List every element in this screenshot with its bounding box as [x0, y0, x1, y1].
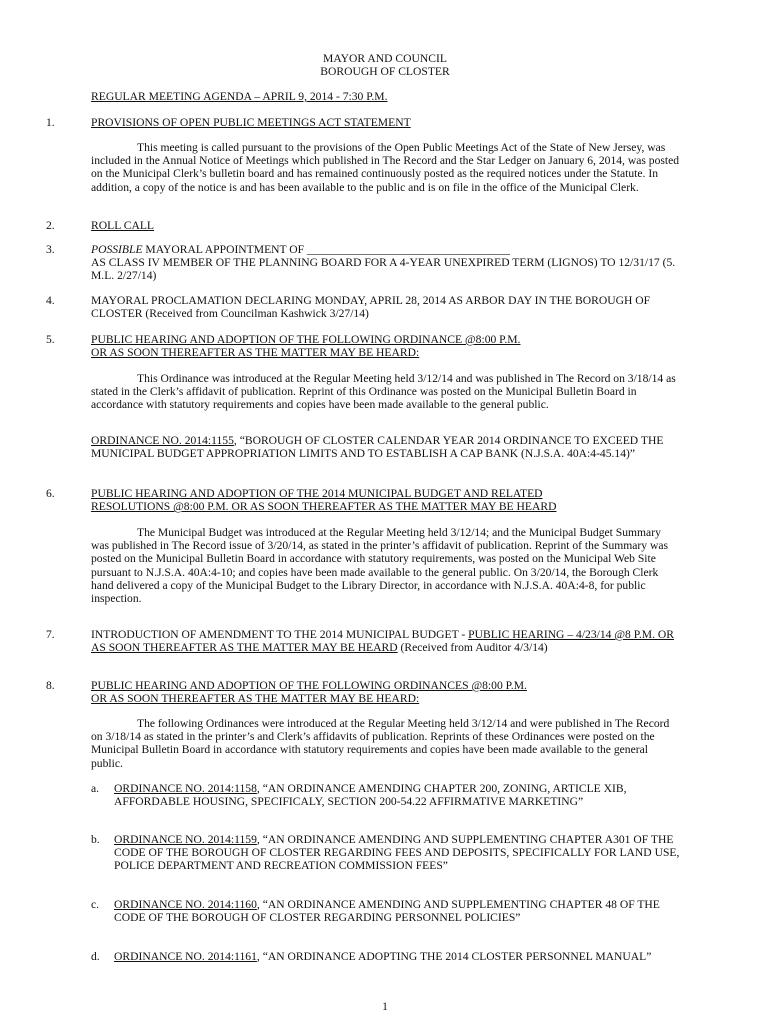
ordinance-title: , “BOROUGH OF CLOSTER CALENDAR YEAR 2014 ORDINANCE TO EXCEED THE MUNICIPAL BUDGET APPROPRIATION LIMITS AND TO ESTABLISH A CAP BANK (N.J.S.A. 40A:4-45.14)”	[91, 434, 664, 461]
sub-item-letter: d.	[91, 950, 100, 963]
ordinance-title: , “AN ORDINANCE AMENDING AND SUPPLEMENTING CHAPTER 48 OF THE CODE OF THE BOROUGH OF CLOSTER REGARDING PERSONNEL POLICIES”	[114, 898, 660, 925]
item-number: 4.	[46, 294, 55, 307]
ordinance-number: ORDINANCE NO. 2014:1160	[114, 898, 257, 911]
ordinance-number: ORDINANCE NO. 2014:1159	[114, 833, 257, 846]
item-7-text-a: INTRODUCTION OF AMENDMENT TO THE 2014 MUNICIPAL BUDGET -	[91, 628, 469, 641]
item-number: 3.	[46, 243, 55, 256]
item-number: 5.	[46, 333, 55, 346]
ordinance-number: ORDINANCE NO. 2014:1155	[91, 434, 234, 447]
item-6-body-text: The Municipal Budget was introduced at the Regular Meeting held 3/12/14; and the Municipal Budget Summary was published in The Record issue of 3/20/14, as stated in the printer’s affidavit of publication. Reprint of the Summary was posted on the Municipal Bulletin Board in accordance with statutory requirements, was posted on the Municipal Web Site pursuant to N.J.S.A. 40A:4-10; and copies have been made available to the general public. On 3/20/14, the Borough Clerk hand delivered a copy of the Municipal Budget to the Library Director, in accordance with N.J.S.A. 40A:4-8, for public inspection.	[91, 526, 669, 606]
item-number: 1.	[46, 116, 55, 129]
sub-item-letter: a.	[91, 782, 100, 795]
item-6-title-line2: RESOLUTIONS @8:00 P.M. OR AS SOON THEREAFTER AS THE MATTER MAY BE HEARD	[91, 500, 557, 514]
page-number: 1	[382, 1000, 388, 1013]
item-7-text-b: (Received from Auditor 4/3/14)	[397, 641, 548, 655]
item-5-title-line2: OR AS SOON THEREAFTER AS THE MATTER MAY BE HEARD:	[91, 346, 420, 360]
item-5-ordinance	[91, 434, 681, 460]
item-8-title-line2: OR AS SOON THEREAFTER AS THE MATTER MAY BE HEARD:	[91, 692, 420, 706]
item-3-text	[91, 243, 681, 283]
sub-item-letter: b.	[91, 833, 100, 846]
item-5-body-text: This Ordinance was introduced at the Regular Meeting held 3/12/14 and was published in The Record on 3/18/14 as stated in the Clerk’s affidavit of publication. Reprint of this Ordinance was posted on the Municipal Bulletin Board in accordance with statutory requirements and copies have been made available to the general public.	[91, 372, 676, 412]
item-7-public-hearing: PUBLIC HEARING – 4/23/14 @8 P.M. OR AS SOON THEREAFTER AS THE MATTER MAY BE HEARD	[91, 628, 674, 655]
header-line-2: BOROUGH OF CLOSTER	[320, 65, 450, 78]
item-8-title-line1: PUBLIC HEARING AND ADOPTION OF THE FOLLOWING ORDINANCES @8:00 P.M.	[91, 679, 527, 692]
sub-item-a	[114, 782, 680, 808]
ordinance-title: , “AN ORDINANCE AMENDING AND SUPPLEMENTING CHAPTER A301 OF THE CODE OF THE BOROUGH OF CLOSTER REGARDING FEES AND DEPOSITS, SPECIFICALLY FOR LAND USE, POLICE DEPARTMENT AND RECREATION COMMISSION FEES”	[114, 833, 680, 873]
item-6-title-line1: PUBLIC HEARING AND ADOPTION OF THE 2014 MUNICIPAL BUDGET AND RELATED	[91, 487, 543, 500]
item-number: 7.	[46, 628, 55, 641]
item-number: 6.	[46, 487, 55, 500]
item-4-text: MAYORAL PROCLAMATION DECLARING MONDAY, APRIL 28, 2014 AS ARBOR DAY IN THE BOROUGH OF CLOSTER (Received from Councilman Kashwick 3/27/14)	[91, 294, 651, 321]
item-6-body	[91, 526, 681, 605]
item-3-line1: MAYORAL APPOINTMENT OF ___________________________________	[142, 243, 510, 256]
ordinance-number: ORDINANCE NO. 2014:1161	[114, 950, 257, 963]
item-5-title-line1: PUBLIC HEARING AND ADOPTION OF THE FOLLOWING ORDINANCE @8:00 P.M.	[91, 333, 521, 346]
item-3-possible: POSSIBLE	[91, 243, 143, 256]
agenda-title: REGULAR MEETING AGENDA – APRIL 9, 2014 - 7:30 P.M.	[91, 90, 388, 103]
item-number: 2.	[46, 219, 55, 232]
header-line-1: MAYOR AND COUNCIL	[323, 52, 447, 65]
sub-item-letter: c.	[91, 898, 100, 911]
ordinance-number: ORDINANCE NO. 2014:1158	[114, 782, 257, 795]
item-5-body	[91, 372, 681, 412]
item-1-title: PROVISIONS OF OPEN PUBLIC MEETINGS ACT STATEMENT	[91, 116, 411, 129]
sub-item-d	[114, 950, 680, 963]
item-7-text	[91, 628, 681, 654]
item-8-title	[91, 679, 681, 705]
item-8-body-text: The following Ordinances were introduced at the Regular Meeting held 3/12/14 and were published in The Record on 3/18/14 as stated in the printer’s and Clerk’s affidavits of publication. Reprints of these Ordinances were posted on the Municipal Bulletin Board in accordance with statutory requirements and copies have been made available to the general public.	[91, 717, 670, 770]
item-3-line2: AS CLASS IV MEMBER OF THE PLANNING BOARD FOR A 4-YEAR UNEXPIRED TERM (LIGNOS) TO 12/31/17 (5. M.L. 2/27/14)	[91, 256, 676, 283]
item-1-body-text: This meeting is called pursuant to the provisions of the Open Public Meetings Act of the State of New Jersey, was included in the Annual Notice of Meetings which published in The Record and the Star Ledger on January 6, 2014, was posted on the Municipal Clerk’s bulletin board and has remained continuously posted as the required notices under the Statute. In addition, a copy of the notice is and has been available to the public and is on file in the office of the Municipal Clerk.	[91, 141, 680, 194]
item-1-body	[91, 141, 681, 194]
sub-item-c	[114, 898, 680, 924]
item-number: 8.	[46, 679, 55, 692]
item-5-title	[91, 333, 681, 359]
item-8-body	[91, 717, 681, 770]
item-2-title: ROLL CALL	[91, 219, 155, 232]
ordinance-title: , “AN ORDINANCE AMENDING CHAPTER 200, ZONING, ARTICLE XIB, AFFORDABLE HOUSING, SPECIFICALY, SECTION 200-54.22 AFFIRMATIVE MARKETING”	[114, 782, 627, 809]
ordinance-title: , “AN ORDINANCE ADOPTING THE 2014 CLOSTER PERSONNEL MANUAL”	[256, 950, 652, 963]
sub-item-b	[114, 833, 680, 873]
item-6-title	[91, 487, 681, 513]
